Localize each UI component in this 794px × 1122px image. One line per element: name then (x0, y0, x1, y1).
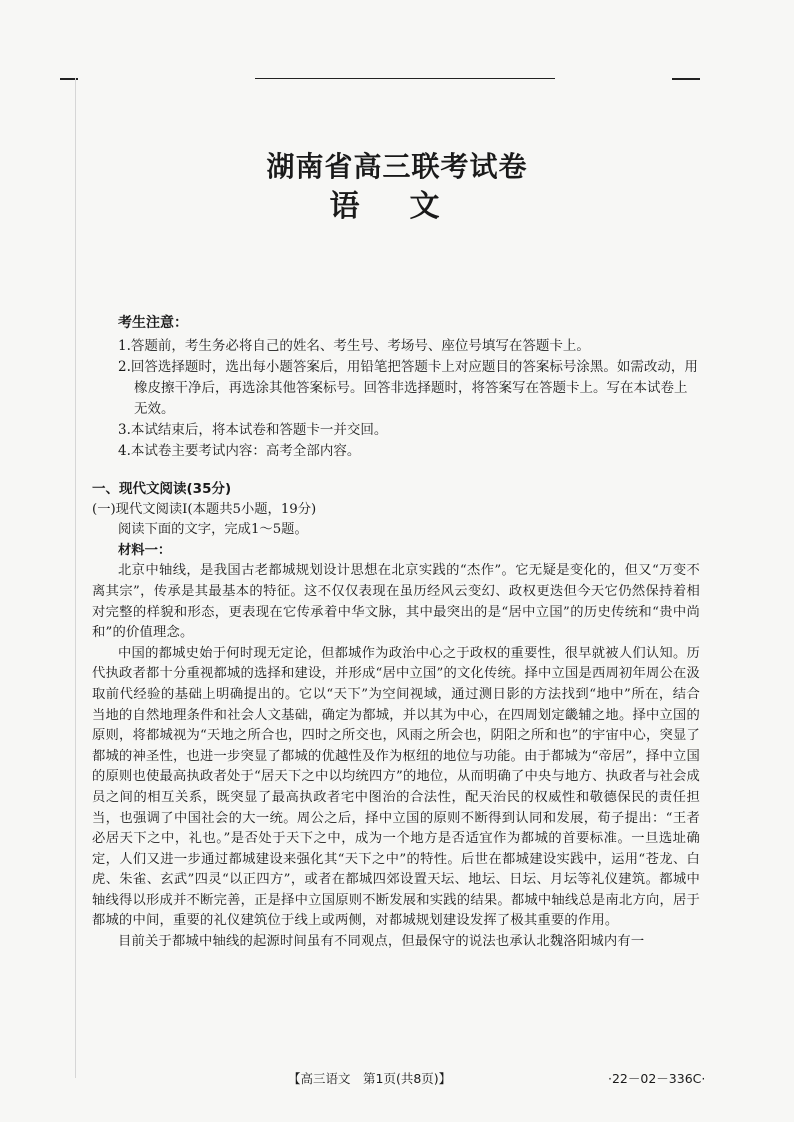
notice-item: 2.回答选择题时，选出每小题答案后，用铅笔把答题卡上对应题目的答案标号涂黑。如需改动，用橡皮擦干净后，再选涂其他答案标号。回答非选择题时，将答案写在答题卡上。写在本试卷上无效。 (118, 359, 698, 417)
exam-code: ·22－02－336C· (608, 1071, 706, 1086)
material-label: 材料一： (118, 542, 172, 558)
exam-title: 湖南省高三联考试卷 (266, 150, 528, 183)
notice-item: 3.本试结束后，将本试卷和答题卡一并交回。 (118, 422, 388, 438)
top-rule-middle (255, 78, 555, 79)
subsection-heading: (一)现代文阅读Ⅰ(本题共5小题，19分) (92, 501, 317, 517)
page-number-label: 【高三语文 第1页(共8页)】 (288, 1071, 452, 1086)
top-rule-right (672, 78, 700, 80)
passage-paragraph: 目前关于都城中轴线的起源时间虽有不同观点，但最保守的说法也承认北魏洛阳城内有一 (118, 934, 645, 950)
candidate-notice (118, 313, 698, 462)
notice-heading: 考生注意： (118, 315, 188, 331)
notice-item: 1.答题前，考生务必将自己的姓名、考生号、考场号、座位号填写在答题卡上。 (118, 338, 590, 354)
section-heading: 一、现代文阅读(35分) (92, 481, 232, 497)
binding-line (75, 78, 76, 1078)
notice-item: 4.本试卷主要考试内容：高考全部内容。 (118, 443, 361, 459)
exam-subject: 语文 (329, 189, 490, 224)
passage-paragraph: 中国的都城史始于何时现无定论，但都城作为政治中心之于政权的重要性，很早就被人们认知。历代执政者都十分重视都城的选择和建设，并形成“居中立国”的文化传统。择中立国是西周初年周公在汲取前代经验的基础上明确提出的。它以“天下”为空间视域，通过测日影的方法找到“地中”所在，结合当地的自然地理条件和社会人文基础，确定为都城，并以其为中心，在四周划定畿辅之地。择中立国的原则，将都城视为“天地之所合也，四时之所交也，风雨之所会也，阴阳之所和也”的宇宙中心，突显了都城的神圣性，也进一步突显了都城的优越性及作为枢纽的地位与功能。由于都城为“帝居”，择中立国的原则也使最高执政者处于“居天下之中以均统四方”的地位，从而明确了中央与地方、执政者与社会成员之间的相互关系，既突显了最高执政者宅中图治的合法性，配天治民的权威性和敬德保民的责任担当，也强调了中国社会的大一统。周公之后，择中立国的原则不断得到认同和发展，荀子提出：“王者必居天下之中，礼也。”是否处于天下之中，成为一个地方是否适宜作为都城的首要标准。一旦选址确定，人们又进一步通过都城建设来强化其“天下之中”的特性。后世在都城建设实践中，运用“苍龙、白虎、朱雀、玄武”四灵“以正四方”，或者在都城四郊设置天坛、地坛、日坛、月坛等礼仪建筑。都城中轴线得以形成并不断完善，正是择中立国原则不断发展和实践的结果。都城中轴线总是南北方向，居于都城的中间，重要的礼仪建筑位于线上或两侧，对都城规划建设发挥了极其重要的作用。 (92, 645, 700, 929)
reading-instruction: 阅读下面的文字，完成1～5题。 (118, 522, 308, 538)
reading-section (92, 479, 700, 953)
passage-paragraph: 北京中轴线，是我国古老都城规划设计思想在北京实践的“杰作”。它无疑是变化的，但又“万变不离其宗”，传承是其最基本的特征。这不仅仅表现在虽历经风云变幻、政权更迭但今天它仍然保持着相对完整的样貌和形态，更表现在它传承着中华文脉，其中最突出的是“居中立国”的历史传统和“贵中尚和”的价值理念。 (92, 563, 700, 641)
